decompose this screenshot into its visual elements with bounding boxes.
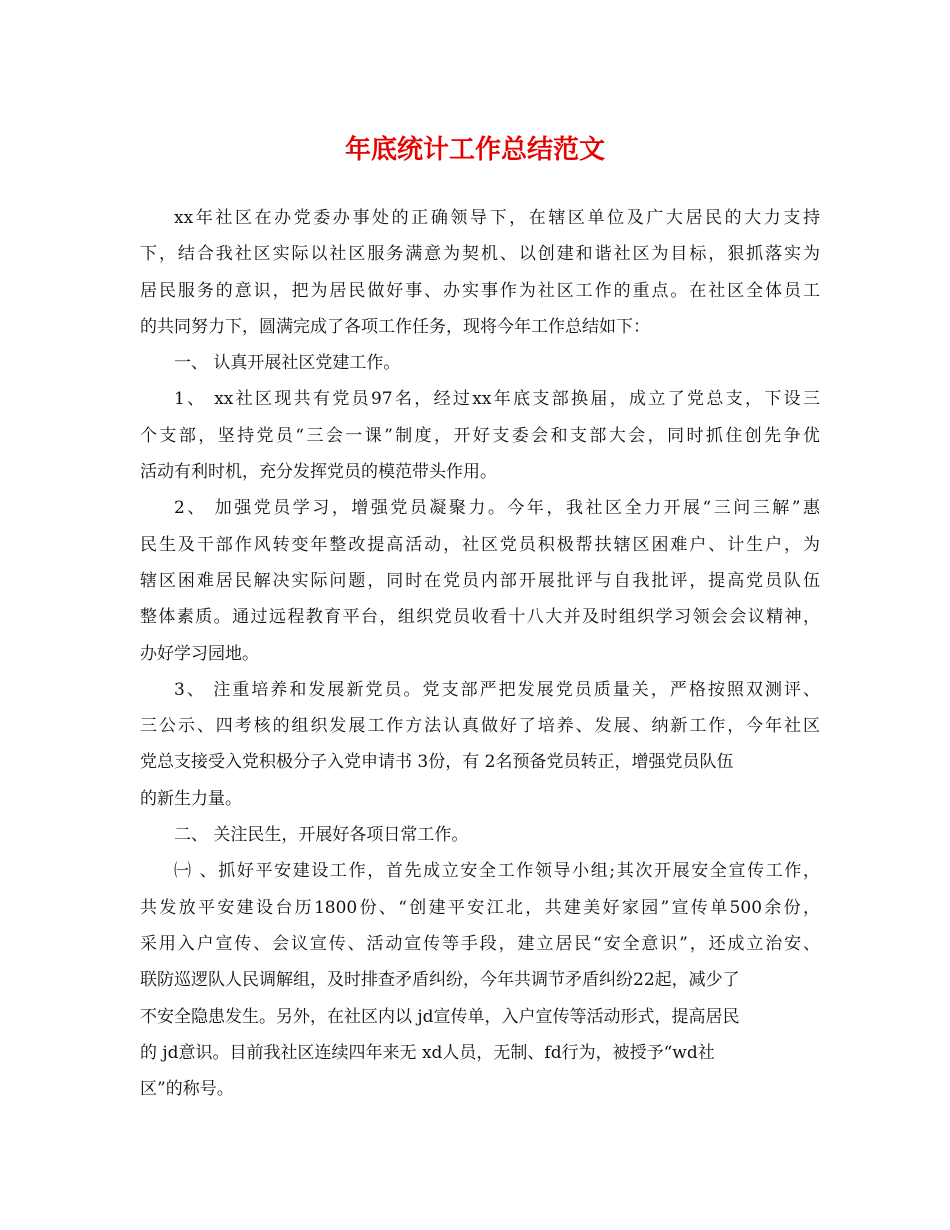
paragraph-line: 居民服务的意识，把为居民做好事、办实事作为社区工作的重点。在社区全体员工: [140, 280, 820, 301]
paragraph-line: 1、 xx社区现共有党员97名，经过xx年底支部换届，成立了党总支，下设三: [174, 389, 820, 410]
paragraph-line: 3、 注重培养和发展新党员。党支部严把发展党员质量关，严格按照双测评、: [174, 679, 820, 700]
paragraph-line: 联防巡逻队人民调解组，及时排查矛盾纠纷，今年共调节矛盾纠纷22起，减少了: [140, 970, 740, 991]
section-heading: 二、 关注民生，开展好各项日常工作。: [174, 825, 469, 846]
paragraph-line: 的共同努力下，圆满完成了各项工作任务，现将今年工作总结如下：: [140, 316, 650, 337]
paragraph-line: 共发放平安建设台历1800份、“创建平安江北，共建美好家园”宣传单500余份，: [140, 897, 820, 918]
document-title: 年底统计工作总结范文: [344, 135, 605, 165]
paragraph-line: 的 jd意识。目前我社区连续四年来无 xd人员，无制、fd行为，被授予“wd社: [140, 1042, 715, 1063]
paragraph-line: 采用入户宣传、会议宣传、活动宣传等手段，建立居民“安全意识”，还成立治安、: [140, 933, 820, 954]
paragraph-line: 不安全隐患发生。另外，在社区内以 jd宣传单，入户宣传等活动形式，提高居民: [140, 1006, 740, 1027]
paragraph-line: ㈠ 、抓好平安建设工作，首先成立安全工作领导小组;其次开展安全宣传工作，: [174, 861, 820, 882]
paragraph-line: xx年社区在办党委办事处的正确领导下，在辖区单位及广大居民的大力支持: [174, 208, 820, 228]
paragraph-line: 民生及干部作风转变年整改提高活动，社区党员积极帮扶辖区困难户、计生户，为: [140, 534, 820, 555]
paragraph-line: 个支部，坚持党员“三会一课”制度，开好支委会和支部大会，同时抓住创先争优: [140, 425, 820, 446]
paragraph-line: 党总支接受入党积极分子入党申请书 3份，有 2名预备党员转正，增强党员队伍: [140, 752, 734, 773]
paragraph-line: 活动有利时机，充分发挥党员的模范带头作用。: [140, 462, 497, 483]
paragraph-line: 整体素质。通过远程教育平台，组织党员收看十八大并及时组织学习领会会议精神，: [140, 607, 820, 628]
section-heading: 一、 认真开展社区党建工作。: [174, 353, 401, 374]
paragraph-line: 三公示、四考核的组织发展工作方法认真做好了培养、发展、纳新工作，今年社区: [140, 716, 820, 737]
paragraph-line: 下，结合我社区实际以社区服务满意为契机、以创建和谐社区为目标，狠抓落实为: [140, 244, 820, 265]
document-body: [140, 200, 820, 1107]
paragraph-line: 辖区困难居民解决实际问题，同时在党员内部开展批评与自我批评，提高党员队伍: [140, 570, 820, 591]
paragraph-line: 区”的称号。: [140, 1079, 234, 1100]
paragraph-line: 2、 加强党员学习，增强党员凝聚力。今年，我社区全力开展“三问三解”惠: [174, 498, 820, 519]
paragraph-line: 的新生力量。: [140, 788, 242, 809]
paragraph-line: 办好学习园地。: [140, 643, 259, 664]
